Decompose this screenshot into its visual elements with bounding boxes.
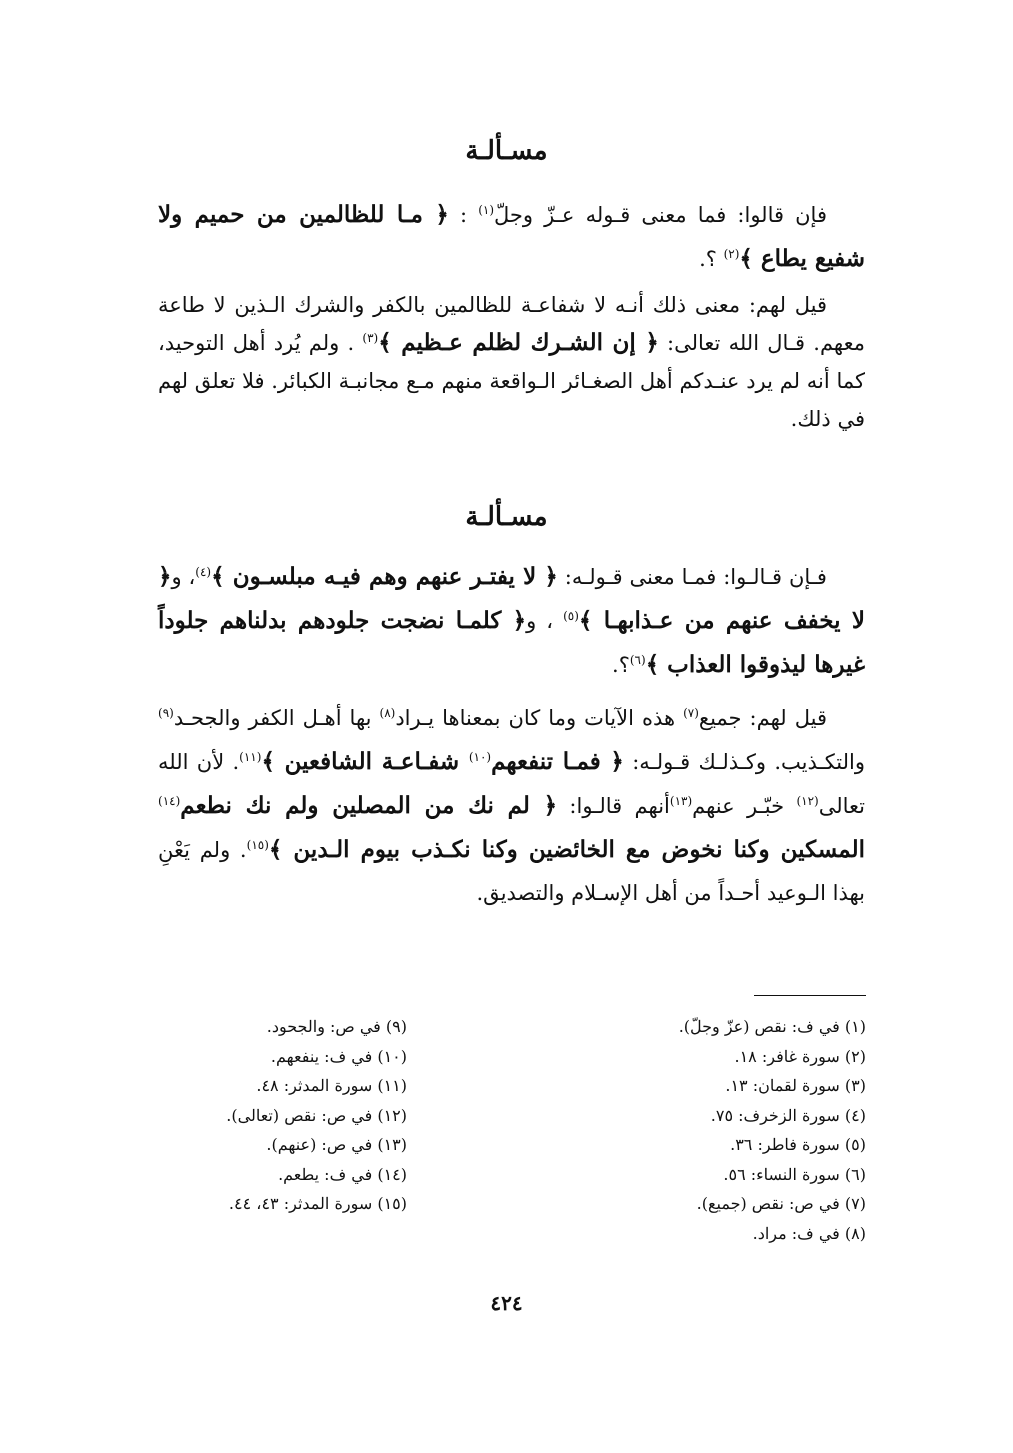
quran-verse: ﴿ لم نك من المصلين ولم نك نطعم xyxy=(180,792,558,819)
footnote: (٢) سورة غافر: ١٨. xyxy=(734,1046,866,1066)
footnote: (٦) سورة النساء: ٥٦. xyxy=(723,1164,866,1184)
answer-text: والتكـذيب. وكـذلـك قـولـه: xyxy=(623,750,865,774)
quran-verse: شفـاعـة الشافعين ﴾ xyxy=(261,748,469,775)
footnote: (٧) في ص: نقص (جميع). xyxy=(696,1194,866,1213)
question-paragraph xyxy=(158,193,865,281)
answer-text: خبّـر عنهم xyxy=(692,794,797,818)
question-text: فـإن قـالـوا: فمـا معنى قـولـه: xyxy=(557,565,827,589)
answer-text: . ولم يَعْنِ بهذا الـوعيد أحـداً من أهل الإسـلام والتصديق. xyxy=(158,838,865,905)
answer-paragraph xyxy=(158,286,865,438)
answer-text: قيل لهم: جميع xyxy=(698,706,827,730)
footnotes-column-left xyxy=(147,1012,407,1219)
punctuation: ، و xyxy=(171,565,196,589)
punctuation: ؟. xyxy=(699,247,724,271)
quran-verse: ﴿ لا يخفف عنهم من عـذابهـا ﴾ xyxy=(158,563,865,634)
footnote-ref: (٧) xyxy=(683,706,699,720)
answer-text: هذه الآيات وما كان بمعناها يـراد xyxy=(395,706,684,730)
footnote-ref: (٥) xyxy=(563,609,579,623)
footnote-ref: (١٠) xyxy=(468,750,492,764)
footnote: (١٢) في ص: نقص (تعالى). xyxy=(226,1105,407,1125)
footnote: (٥) سورة فاطر: ٣٦. xyxy=(730,1135,866,1154)
section-heading: مسـألـة xyxy=(465,136,548,166)
quran-verse: ﴿ فمـا تنفعهم xyxy=(491,748,624,775)
quran-verse: ﴿ لا يفتـر عنهم وهم فيـه مبلسـون ﴾ xyxy=(211,563,558,590)
answer-text: أنهم قالـوا: xyxy=(557,794,670,818)
punctuation: ، و xyxy=(526,609,564,633)
footnote-ref: (١) xyxy=(478,203,495,217)
footnote: (٣) سورة لقمان: ١٣. xyxy=(725,1076,866,1095)
footnote-ref: (٢) xyxy=(723,247,740,261)
footnote-ref: (٤) xyxy=(195,565,212,579)
quran-verse: المسكين وكنا نخوض مع الخائضين وكنا نكـذب بيوم الـدين ﴾ xyxy=(268,836,865,863)
answer-text: . لأن الله تعالى xyxy=(158,750,865,818)
footnote: (١١) سورة المدثر: ٤٨. xyxy=(256,1076,407,1095)
page-number: ٤٢٤ xyxy=(490,1291,523,1315)
footnote: (١٥) سورة المدثر: ٤٣، ٤٤. xyxy=(228,1194,407,1213)
footnote-ref: (١١) xyxy=(239,750,262,764)
section-heading: مسـألـة xyxy=(465,502,548,532)
quran-verse: ﴿ كلمـا نضجت جلودهم بدلناهم جلوداً غيرها ليذوقوا العذاب ﴾ xyxy=(158,607,865,678)
footnote: (١٠) في ف: ينفعهم. xyxy=(270,1046,407,1066)
footnote-ref: (١٢) xyxy=(796,794,819,808)
answer-paragraph xyxy=(158,697,865,915)
footnote: (١٤) في ف: يطعم. xyxy=(278,1164,407,1184)
footnote: (١) في ف: نقص (عزّ وجلّ). xyxy=(678,1017,866,1036)
footnote-ref: (١٣) xyxy=(669,794,693,808)
quran-verse: ﴿ مـا للظالمين من حميم ولا شفيع يطاع ﴾ xyxy=(158,201,865,272)
footnote: (٩) في ص: والجحود. xyxy=(266,1017,407,1036)
punctuation: : xyxy=(448,203,479,227)
footnote: (٨) في ف: مراد. xyxy=(752,1223,866,1243)
footnote-ref: (١٤) xyxy=(158,794,181,808)
footnote-ref: (٩) xyxy=(158,706,174,720)
answer-text: بها أهـل الكفر والجحـد xyxy=(173,706,380,730)
punctuation: ؟. xyxy=(612,653,630,677)
answer-text: قيل لهم: معنى ذلك أنـه لا شفاعـة للظالمين بالكفر والشرك الـذين لا طاعة معهم. قـال الله تعالى: xyxy=(158,293,865,355)
answer-text: . ولم يُرد أهل التوحيد، كما أنه لم يرد عنـدكم أهل الصغـائر الـواقعة منهم مـع مجانبـة الكبائر. فلا تعلق لهم في ذلك. xyxy=(158,331,865,431)
footnote: (٤) سورة الزخرف: ٧٥. xyxy=(710,1105,866,1125)
footnote: (١٣) في ص: (عنهم). xyxy=(266,1135,407,1154)
footnote-ref: (٨) xyxy=(379,706,396,720)
footnote-ref: (٣) xyxy=(362,331,379,345)
question-text: فإن قالوا: فما معنى قـوله عـزّ وجلّ xyxy=(494,203,827,227)
footnotes-column-right xyxy=(626,1012,866,1248)
footnote-ref: (١٥) xyxy=(246,838,269,852)
quran-verse: ﴿ إن الشـرك لظلم عـظيم ﴾ xyxy=(378,329,659,356)
footnote-ref: (٦) xyxy=(629,653,646,667)
footnote-divider xyxy=(754,995,866,996)
question-paragraph xyxy=(158,555,865,687)
